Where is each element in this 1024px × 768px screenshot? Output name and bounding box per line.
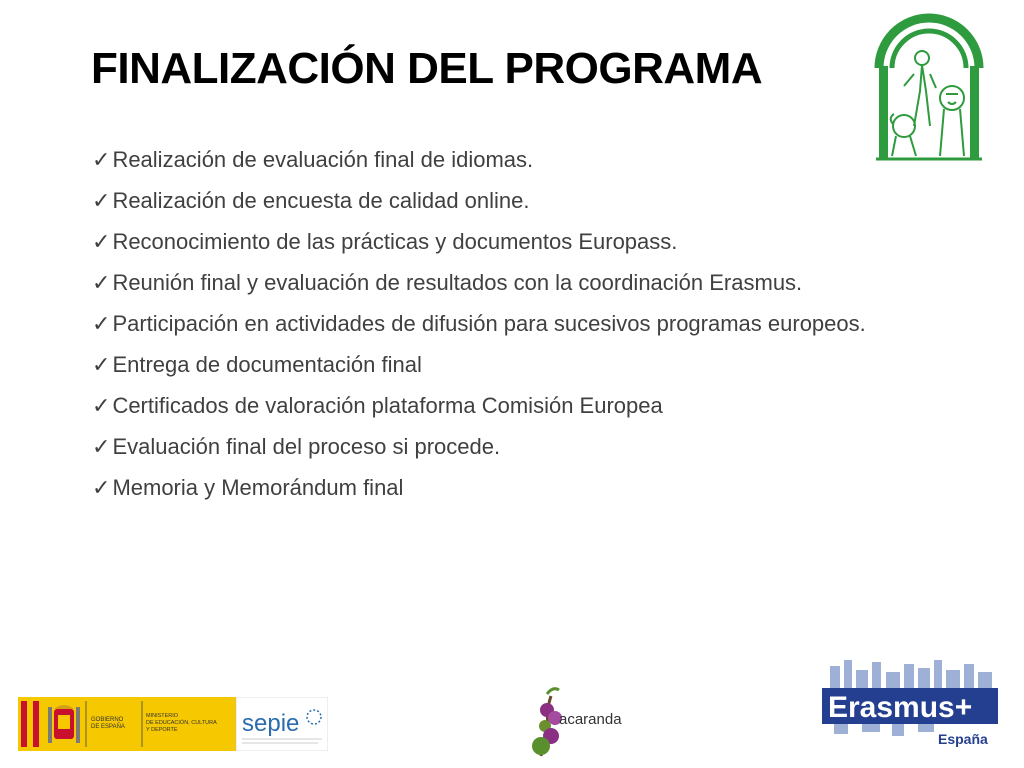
list-item-text: Evaluación final del proceso si procede. xyxy=(112,434,501,459)
checkmark-icon: ✓ xyxy=(92,311,111,336)
list-item-text: Reunión final y evaluación de resultados con la coordinación Erasmus. xyxy=(112,270,803,295)
erasmus-country: España xyxy=(938,731,988,747)
list-item-text: Entrega de documentación final xyxy=(112,352,422,377)
checkmark-icon: ✓ xyxy=(92,270,111,295)
checkmark-icon: ✓ xyxy=(92,352,111,377)
sepie-name: sepie xyxy=(242,710,300,737)
list-item-text: Realización de evaluación final de idiomas. xyxy=(112,147,534,172)
list-item xyxy=(92,307,912,340)
andalucia-crest-logo xyxy=(874,6,984,162)
list-item-text: Realización de encuesta de calidad online. xyxy=(112,188,530,213)
slide-title: FINALIZACIÓN DEL PROGRAMA xyxy=(91,44,763,93)
list-item xyxy=(92,143,912,176)
list-item-text: Certificados de valoración plataforma Comisión Europea xyxy=(112,393,663,418)
checkmark-icon: ✓ xyxy=(92,393,111,418)
list-item-text: Reconocimiento de las prácticas y documentos Europass. xyxy=(112,229,678,254)
list-item xyxy=(92,225,912,258)
list-item xyxy=(92,471,912,504)
jacaranda-name: acaranda xyxy=(559,711,622,728)
list-item xyxy=(92,389,912,422)
bullet-list xyxy=(92,143,912,512)
list-item xyxy=(92,184,912,217)
list-item-text: Participación en actividades de difusión para sucesivos programas europeos. xyxy=(112,311,866,336)
checkmark-icon: ✓ xyxy=(92,475,111,500)
checkmark-icon: ✓ xyxy=(92,229,111,254)
gobierno-line2: DE ESPAÑA xyxy=(91,724,125,730)
jacaranda-logo xyxy=(525,684,640,760)
list-item-text: Memoria y Memorándum final xyxy=(112,475,404,500)
ministerio-line1: MINISTERIO xyxy=(146,713,179,719)
list-item xyxy=(92,266,912,299)
erasmus-plus-logo xyxy=(822,658,1004,750)
ministerio-line2: DE EDUCACIÓN, CULTURA xyxy=(146,720,217,726)
erasmus-name: Erasmus+ xyxy=(828,691,973,724)
gobierno-line1: GOBIERNO xyxy=(91,717,124,723)
list-item xyxy=(92,430,912,463)
list-item xyxy=(92,348,912,381)
ministerio-line3: Y DEPORTE xyxy=(146,727,178,733)
checkmark-icon: ✓ xyxy=(92,188,111,213)
gobierno-sepie-logo xyxy=(18,697,328,751)
checkmark-icon: ✓ xyxy=(92,434,111,459)
checkmark-icon: ✓ xyxy=(92,147,111,172)
